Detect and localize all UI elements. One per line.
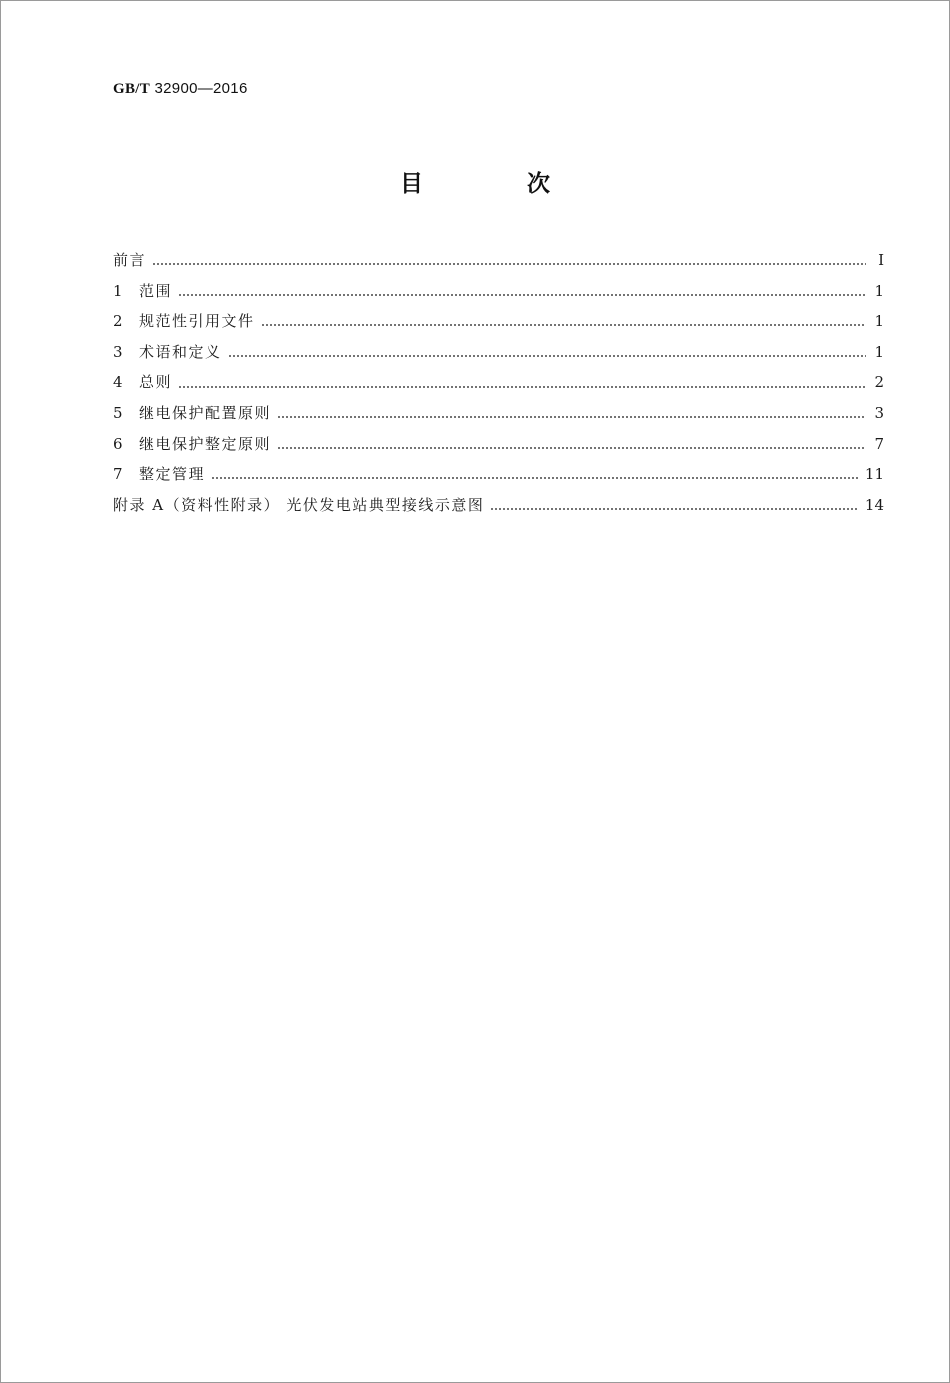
toc-entry-page: 14 bbox=[864, 495, 884, 514]
toc-entry-page: 2 bbox=[874, 373, 884, 392]
toc-leader-dots bbox=[178, 385, 866, 388]
toc-entry-label: 继电保护整定原则 bbox=[139, 434, 272, 453]
standard-number: 32900—2016 bbox=[154, 80, 248, 97]
standard-prefix: GB/T bbox=[113, 81, 151, 97]
toc-entry-page: Ⅰ bbox=[878, 251, 884, 269]
toc-entry-number: 2 bbox=[113, 312, 123, 331]
toc-entry-label: 继电保护配置原则 bbox=[139, 403, 272, 422]
toc-entry-page: 7 bbox=[874, 434, 884, 453]
toc-entry-label: 总则 bbox=[139, 373, 173, 392]
toc-entry-5[interactable] bbox=[113, 400, 884, 431]
toc-leader-dots bbox=[277, 446, 866, 449]
toc-entry-page: 11 bbox=[864, 465, 884, 484]
standard-code bbox=[113, 80, 248, 98]
toc-leader-dots bbox=[261, 324, 866, 327]
toc-entry-4[interactable] bbox=[113, 369, 884, 400]
table-of-contents bbox=[113, 247, 884, 522]
toc-entry-3[interactable] bbox=[113, 339, 884, 370]
toc-entry-page: 1 bbox=[874, 281, 884, 300]
toc-entry-2[interactable] bbox=[113, 308, 884, 339]
toc-entry-foreword[interactable] bbox=[113, 247, 884, 278]
toc-leader-dots bbox=[490, 508, 859, 511]
toc-entry-label: 范围 bbox=[139, 281, 173, 300]
toc-entry-label: 规范性引用文件 bbox=[139, 312, 255, 331]
toc-entry-page: 1 bbox=[874, 342, 884, 361]
toc-entry-number: 3 bbox=[113, 342, 123, 361]
toc-entry-number: 6 bbox=[113, 434, 123, 453]
toc-entry-label: 前言 bbox=[113, 251, 147, 269]
toc-entry-page: 3 bbox=[874, 403, 884, 422]
toc-entry-1[interactable] bbox=[113, 278, 884, 309]
toc-leader-dots bbox=[228, 355, 866, 358]
toc-entry-number: 4 bbox=[113, 373, 123, 392]
toc-entry-page: 1 bbox=[874, 312, 884, 331]
toc-leader-dots bbox=[277, 416, 866, 419]
toc-leader-dots bbox=[211, 477, 859, 480]
toc-entry-annex-a[interactable] bbox=[113, 492, 884, 523]
toc-leader-dots bbox=[178, 293, 866, 296]
toc-entry-label: 术语和定义 bbox=[139, 342, 222, 361]
toc-entry-label: 整定管理 bbox=[139, 465, 206, 484]
toc-entry-6[interactable] bbox=[113, 431, 884, 462]
page-title: 目 次 bbox=[399, 171, 598, 197]
toc-entry-number: 7 bbox=[113, 465, 123, 484]
toc-leader-dots bbox=[152, 263, 866, 266]
toc-entry-7[interactable] bbox=[113, 461, 884, 492]
toc-entry-number: 1 bbox=[113, 281, 123, 300]
toc-entry-number: 5 bbox=[113, 403, 123, 422]
toc-entry-label: 附录 A（资料性附录） 光伏发电站典型接线示意图 bbox=[113, 495, 485, 514]
